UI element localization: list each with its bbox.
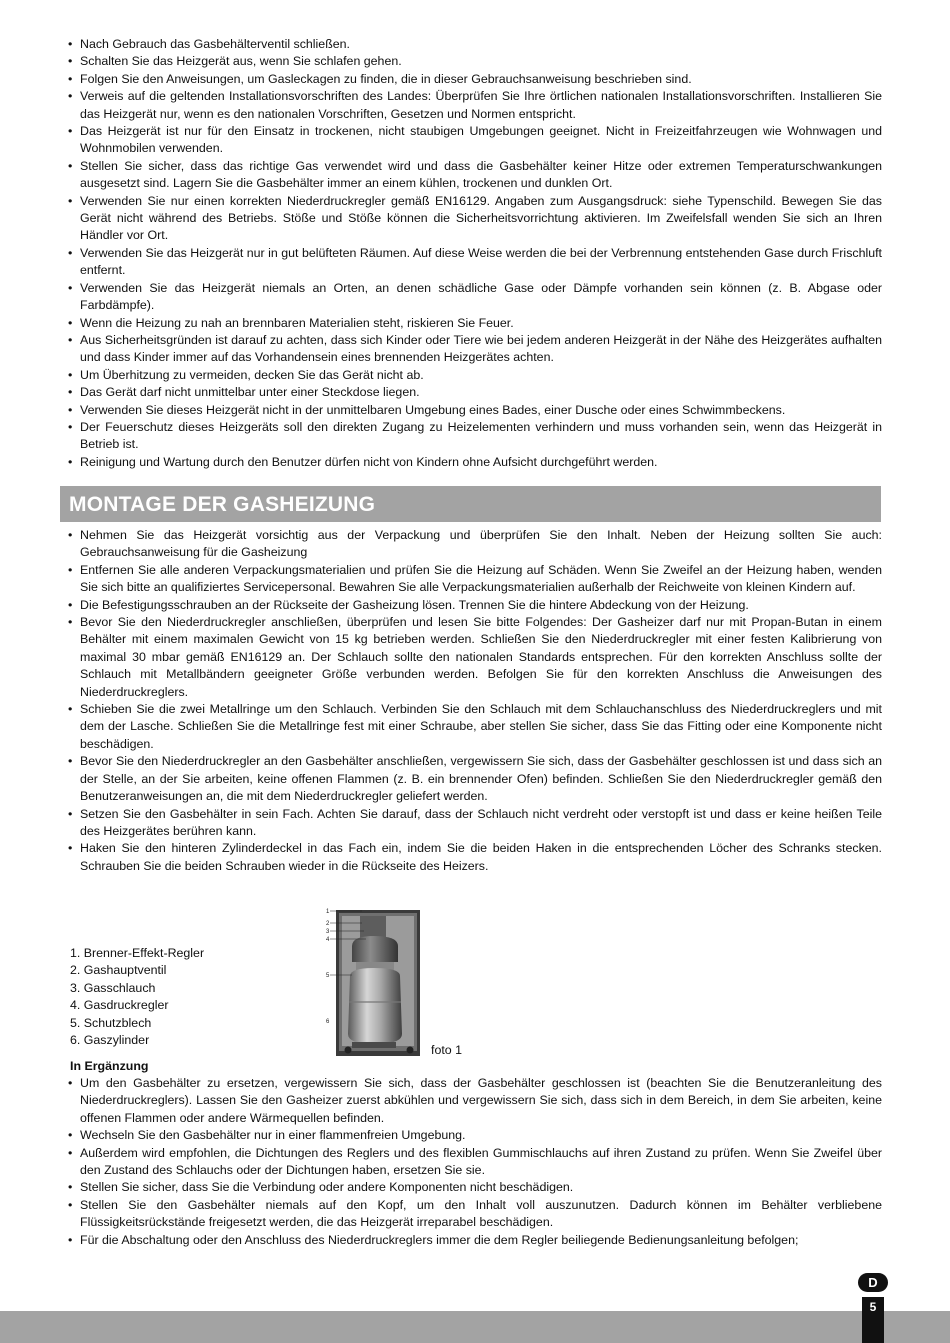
list-item: • Schalten Sie das Heizgerät aus, wenn Sie schlafen gehen. — [67, 53, 882, 70]
list-item: • Entfernen Sie alle anderen Verpackungsmaterialien und prüfen Sie die Heizung auf Schäden. Wenn Sie Zweifel an der Heizung haben, wenden Sie sich bitte an qualifiziertes Servicepersonal. Bewahren Sie alle Verpackungsmaterialien außerhalb der Reichweite von kleinen Kindern auf. — [67, 562, 882, 597]
list-item: • Stellen Sie den Gasbehälter niemals auf den Kopf, um den Inhalt voll auszunutzen. Dadurch können im Behälter verbliebene Flüssigkeitsrückstände freigesetzt werden, die das Heizgerät irreparabel beschädigen. — [67, 1197, 882, 1232]
part-item: 5. Schutzblech — [70, 1015, 152, 1030]
part-item: 4. Gasdruckregler — [70, 998, 169, 1013]
list-item: • Außerdem wird empfohlen, die Dichtungen des Reglers und des flexiblen Gummischlauchs auf ihren Zustand zu prüfen. Wenn Sie Zweifel über den Zustand des Schlauchs oder der Dichtungen haben, ersetzen Sie sie. — [67, 1145, 882, 1180]
list-item: • Das Heizgerät ist nur für den Einsatz in trockenen, nicht staubigen Umgebungen geeignet. Nicht in Freizeitfahrzeugen wie Wohnwagen und Wohnmobilen verwenden. — [67, 123, 882, 158]
part-item: 2. Gashauptventil — [70, 963, 167, 978]
list-item: • Aus Sicherheitsgründen ist darauf zu achten, dass sich Kinder oder Tiere wie bei jedem anderen Heizgerät in der Nähe des Heizgerätes aufhalten und dass Kinder immer auf das Vorhandensein eines brennenden Heizgerätes achten. — [67, 332, 882, 367]
list-item: • Verweis auf die geltenden Installationsvorschriften des Landes: Überprüfen Sie Ihre örtlichen nationalen Installationsvorschriften. Installieren Sie das Heizgerät nur, wenn es den nationalen Vorschriften, Gesetzen und Normen entspricht. — [67, 88, 882, 123]
addendum-list — [67, 1075, 882, 1249]
list-item: • Verwenden Sie das Heizgerät nur in gut belüfteten Räumen. Auf diese Weise werden die bei der Verbrennung entstehenden Gase durch Frischluft entfernt. — [67, 245, 882, 280]
montage-list — [67, 527, 882, 875]
list-item: • Um den Gasbehälter zu ersetzen, vergewissern Sie sich, dass der Gasbehälter geschlossen ist (beachten Sie die Benutzeranleitung des Niederdruckreglers). Lassen Sie den Gasheizer zuerst abkühlen und vergewissern Sie sich, dass sich in dem Bereich, in dem Sie arbeiten, keine offenen Flammen oder andere Wärmequellen befinden. — [67, 1075, 882, 1127]
part-item: 3. Gasschlauch — [70, 980, 156, 995]
parts-legend — [70, 945, 204, 1049]
page-number: 5 — [862, 1297, 884, 1343]
footer-bar — [0, 1311, 950, 1343]
list-item: • Um Überhitzung zu vermeiden, decken Sie das Gerät nicht ab. — [67, 367, 882, 384]
addendum-title: In Ergänzung — [70, 1059, 149, 1073]
list-item: • Verwenden Sie das Heizgerät niemals an Orten, an denen schädliche Gase oder Dämpfe vorhanden sein können (z. B. Abgase oder Farbdämpfe). — [67, 280, 882, 315]
photo-label: 2 — [326, 921, 330, 927]
photo-label: 4 — [326, 937, 330, 943]
photo-label: 6 — [326, 1019, 330, 1025]
list-item: • Der Feuerschutz dieses Heizgeräts soll den direkten Zugang zu Heizelementen verhindern und muss vorhanden sein, wenn das Heizgerät in Betrieb ist. — [67, 419, 882, 454]
list-item: • Bevor Sie den Niederdruckregler anschließen, überprüfen und lesen Sie bitte Folgendes: Der Gasheizer darf nur mit Propan-Butan in einem Behälter mit einem maximalen Gewicht von 15 kg betrieben werden. Schließen Sie den Niederdruckregler mit einer festen Kalibrierung von maximal 30 mbar gemäß EN16129 an. Der Schlauch sollte den nationalen Standards entsprechen. Für den korrekten Anschluss sollte der Schlauch mit Metallbändern geeigneter Größe verbunden werden. Befolgen Sie für den korrekten Anschluss die Anweisungen des Niederdruckreglers. — [67, 614, 882, 701]
section-title: MONTAGE DER GASHEIZUNG — [69, 493, 376, 516]
safety-list — [67, 36, 882, 471]
list-item: • Setzen Sie den Gasbehälter in sein Fach. Achten Sie darauf, dass der Schlauch nicht verdreht oder verstopft ist und dass er keine heißen Teile des Heizgerätes berühren kann. — [67, 806, 882, 841]
list-item: • Nach Gebrauch das Gasbehälterventil schließen. — [67, 36, 882, 53]
list-item: • Stellen Sie sicher, dass das richtige Gas verwendet wird und dass die Gasbehälter keiner Hitze oder extremen Temperaturschwankungen ausgesetzt sind. Lagern Sie die Gasbehälter immer an einem kühlen, trockenen und dunklen Ort. — [67, 158, 882, 193]
photo-label: 5 — [326, 973, 330, 979]
list-item: • Stellen Sie sicher, dass Sie die Verbindung oder andere Komponenten nicht beschädigen. — [67, 1179, 882, 1196]
list-item: • Folgen Sie den Anweisungen, um Gasleckagen zu finden, die in dieser Gebrauchsanweisung beschrieben sind. — [67, 71, 882, 88]
list-item: • Haken Sie den hinteren Zylinderdeckel in das Fach ein, indem Sie die beiden Haken in die entsprechenden Löcher des Schranks stecken. Schrauben Sie die beiden Schrauben wieder in die Rückseite des Heizers. — [67, 840, 882, 875]
list-item: • Das Gerät darf nicht unmittelbar unter einer Steckdose liegen. — [67, 384, 882, 401]
section-header — [60, 486, 881, 522]
language-badge: D — [858, 1273, 888, 1292]
list-item: • Nehmen Sie das Heizgerät vorsichtig aus der Verpackung und überprüfen Sie den Inhalt. Neben der Heizung sollten Sie auch: Gebrauchsanweisung für die Gasheizung — [67, 527, 882, 562]
list-item: • Verwenden Sie dieses Heizgerät nicht in der unmittelbaren Umgebung eines Bades, einer Dusche oder eines Schwimmbeckens. — [67, 402, 882, 419]
list-item: • Die Befestigungsschrauben an der Rückseite der Gasheizung lösen. Trennen Sie die hintere Abdeckung von der Heizung. — [67, 597, 882, 614]
part-item: 1. Brenner-Effekt-Regler — [70, 946, 205, 960]
list-item: • Wenn die Heizung zu nah an brennbaren Materialien steht, riskieren Sie Feuer. — [67, 315, 882, 332]
list-item: • Reinigung und Wartung durch den Benutzer dürfen nicht von Kindern ohne Aufsicht durchgeführt werden. — [67, 454, 882, 471]
list-item: • Bevor Sie den Niederdruckregler an den Gasbehälter anschließen, vergewissern Sie sich, dass der Gasbehälter geschlossen ist und dass sich an der Stelle, an der Sie arbeiten, keine offenen Flammen (z. B. ein brennender Ofen) befinden. Schließen Sie den Niederdruckregler gemäß den Benutzeranweisungen an, die mit dem Niederdruckregler geliefert werden. — [67, 753, 882, 805]
photo-caption: foto 1 — [431, 1043, 463, 1057]
list-item: • Für die Abschaltung oder den Anschluss des Niederdruckreglers immer die dem Regler beiliegende Bedienungsanleitung befolgen; — [67, 1232, 882, 1249]
photo-label: 1 — [326, 909, 330, 915]
list-item: • Wechseln Sie den Gasbehälter nur in einer flammenfreien Umgebung. — [67, 1127, 882, 1144]
list-item: • Schieben Sie die zwei Metallringe um den Schlauch. Verbinden Sie den Schlauch mit dem Schlauchanschluss des Niederdruckreglers und mit dem der Lasche. Schließen Sie die Metallringe fest mit einer Schraube, aber stellen Sie sicher, dass Sie das Fitting oder eine Komponente nicht beschädigen. — [67, 701, 882, 753]
photo-label: 3 — [326, 929, 330, 935]
part-item: 6. Gaszylinder — [70, 1033, 150, 1048]
list-item: • Verwenden Sie nur einen korrekten Niederdruckregler gemäß EN16129. Angaben zum Ausgangsdruck: siehe Typenschild. Bewegen Sie das Gerät nicht während des Betriebs. Stöße und Stöße können die Sicherheitsvorrichtung aktivieren. Im Zweifelsfall wenden Sie sich an Ihren Händler vor Ort. — [67, 193, 882, 245]
heater-photo — [322, 906, 422, 1058]
